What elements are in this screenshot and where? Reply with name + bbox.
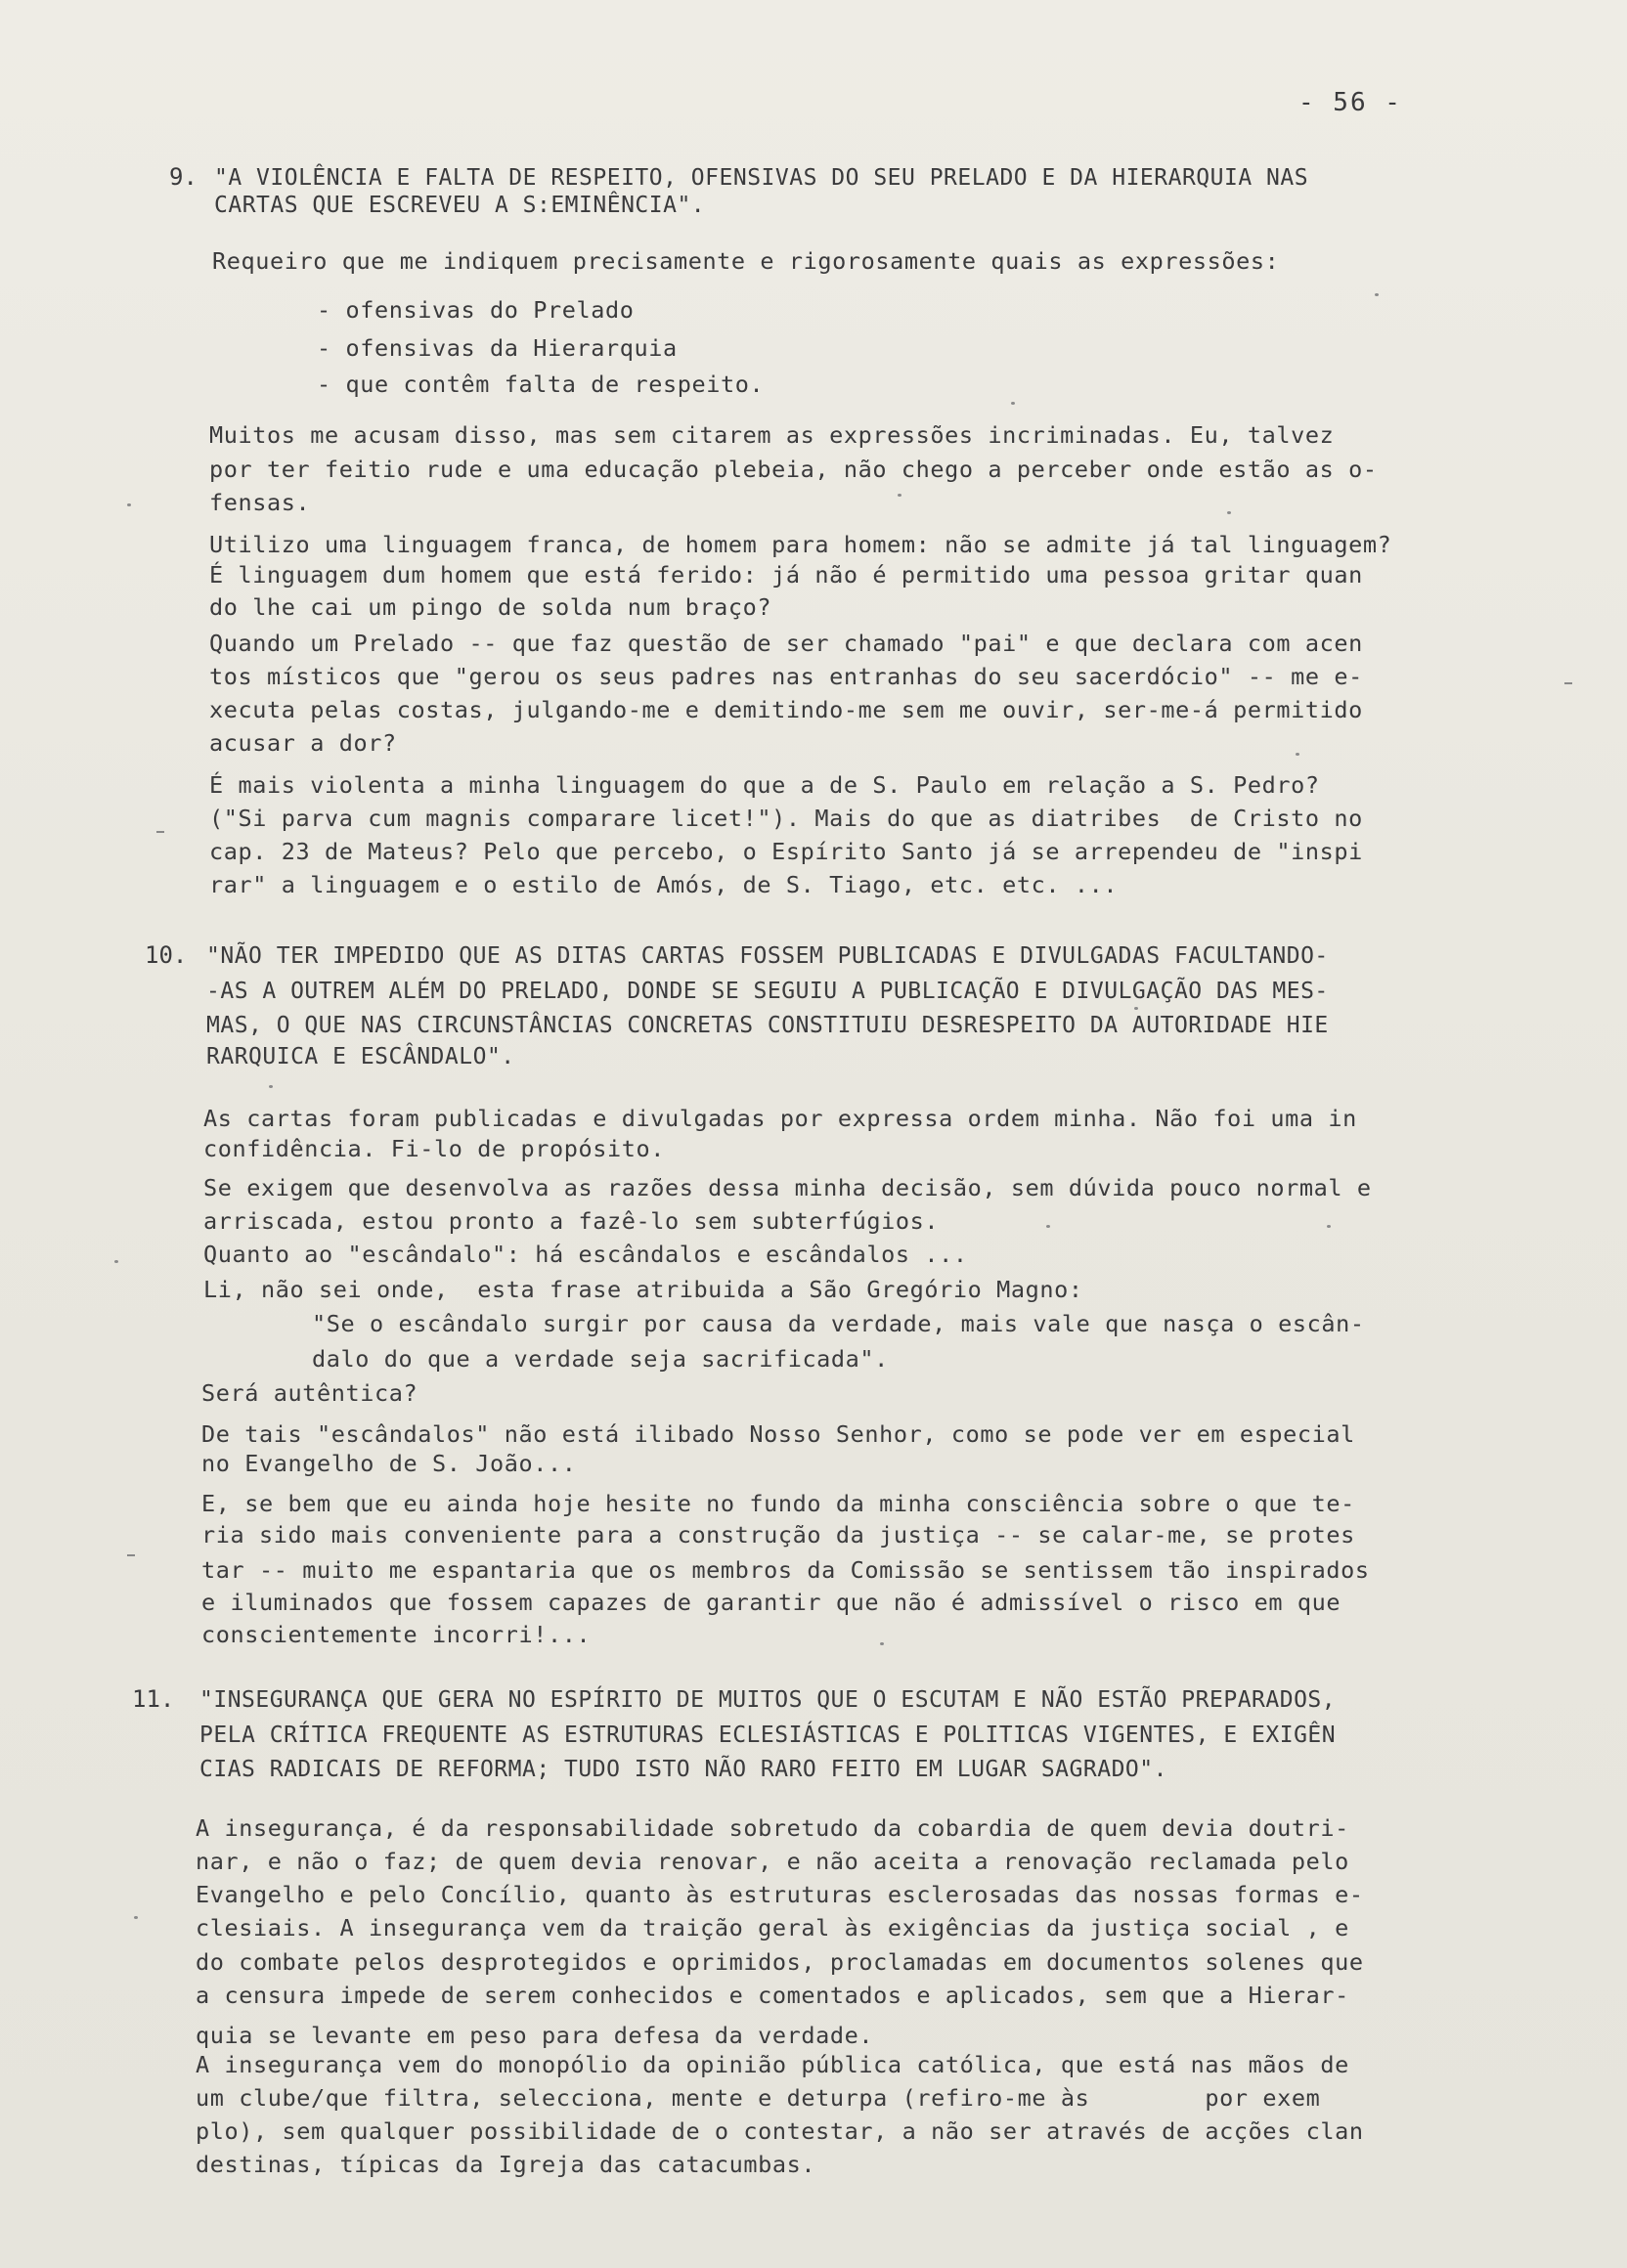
body-line: Evangelho e pelo Concílio, quanto às estruturas esclerosadas das nossas formas e- [196,1881,1364,1908]
body-line: Quanto ao "escândalo": há escândalos e escândalos ... [203,1241,968,1268]
paper-speck [1375,293,1379,296]
paper-speck [1227,511,1231,514]
body-line: acusar a dor? [209,729,397,757]
body-line: fensas. [209,489,311,516]
list-item: - que contêm falta de respeito. [317,371,765,398]
body-line: De tais "escândalos" não está ilibado Nosso Senhor, como se pode ver em especial [201,1420,1355,1448]
item-heading-line: -AS A OUTREM ALÉM DO PRELADO, DONDE SE SEGUIU A PUBLICAÇÃO E DIVULGAÇÃO DAS MES- [206,979,1329,1004]
body-line: Se exigem que desenvolva as razões dessa minha decisão, sem dúvida pouco normal e [203,1174,1372,1201]
body-line: Muitos me acusam disso, mas sem citarem as expressões incriminadas. Eu, talvez [209,421,1335,449]
body-line: Li, não sei onde, esta frase atribuida a São Gregório Magno: [203,1276,1083,1303]
item-heading-line: "NÃO TER IMPEDIDO QUE AS DITAS CARTAS FOSSEM PUBLICADAS E DIVULGADAS FACULTANDO- [206,943,1329,969]
body-line: tar -- muito me espantaria que os membros da Comissão se sentissem tão inspirados [201,1556,1370,1584]
body-line: um clube/que filtra, selecciona, mente e deturpa (refiro-me às por exem [196,2084,1321,2112]
item-heading-line: CARTAS QUE ESCREVEU A S:EMINÊNCIA". [214,193,706,218]
list-item: - ofensivas do Prelado [317,296,635,324]
body-line: As cartas foram publicadas e divulgadas por expressa ordem minha. Não foi uma in [203,1105,1357,1132]
item-heading-line: MAS, O QUE NAS CIRCUNSTÂNCIAS CONCRETAS CONSTITUIU DESRESPEITO DA AUTORIDADE HIE [206,1013,1329,1038]
body-line: E, se bem que eu ainda hoje hesite no fundo da minha consciência sobre o que te- [201,1490,1355,1517]
body-line: Será autêntica? [201,1379,418,1407]
item-heading-line: CIAS RADICAIS DE REFORMA; TUDO ISTO NÃO RARO FEITO EM LUGAR SAGRADO". [199,1757,1167,1782]
body-line: A insegurança, é da responsabilidade sobretudo da cobardia de quem devia doutri- [196,1814,1349,1842]
body-line: e iluminados que fossem capazes de garantir que não é admissível o risco em que [201,1589,1341,1616]
body-line: xecuta pelas costas, julgando-me e demitindo-me sem me ouvir, ser-me-á permitido [209,696,1363,723]
quote-line: "Se o escândalo surgir por causa da verdade, mais vale que nasça o escân- [312,1310,1365,1337]
item-heading-line: RARQUICA E ESCÂNDALO". [206,1044,515,1069]
body-line: A insegurança vem do monopólio da opinião pública católica, que está nas mãos de [196,2051,1349,2078]
item-number: 11. [132,1685,175,1713]
paper-speck [269,1085,273,1088]
body-line: conscientemente incorri!... [201,1621,592,1648]
body-line: Quando um Prelado -- que faz questão de ser chamado "pai" e que declara com acen [209,630,1363,657]
body-line: no Evangelho de S. João... [201,1450,577,1477]
paper-speck [880,1642,884,1645]
body-line: nar, e não o faz; de quem devia renovar, e não aceita a renovação reclamada pelo [196,1848,1349,1875]
body-line: a censura impede de serem conhecidos e comentados e aplicados, sem que a Hierar- [196,1982,1349,2009]
margin-mark [1564,682,1572,684]
body-line: confidência. Fi-lo de propósito. [203,1135,665,1162]
paper-speck [114,1260,118,1263]
item-heading-line: "INSEGURANÇA QUE GERA NO ESPÍRITO DE MUITOS QUE O ESCUTAM E NÃO ESTÃO PREPARADOS, [199,1687,1337,1713]
body-line: por ter feitio rude e uma educação plebeia, não chego a perceber onde estão as o- [209,456,1378,483]
list-item: - ofensivas da Hierarquia [317,334,678,362]
paper-speck [1327,1225,1331,1228]
paper-speck [1011,402,1015,405]
body-line: ria sido mais conveniente para a construção da justiça -- se calar-me, se protes [201,1521,1355,1548]
paper-speck [1134,1007,1138,1010]
body-line: Utilizo uma linguagem franca, de homem para homem: não se admite já tal linguagem? [209,531,1392,558]
body-line: clesiais. A insegurança vem da traição geral às exigências da justiça social , e [196,1914,1349,1941]
item-heading-line: "A VIOLÊNCIA E FALTA DE RESPEITO, OFENSIVAS DO SEU PRELADO E DA HIERARQUIA NAS [214,165,1309,191]
body-line: tos místicos que "gerou os seus padres nas entranhas do seu sacerdócio" -- me e- [209,663,1363,690]
page-number: - 56 - [1298,88,1402,117]
body-line: ("Si parva cum magnis comparare licet!"). Mais do que as diatribes de Cristo no [209,805,1363,832]
body-line: É linguagem dum homem que está ferido: já não é permitido uma pessoa gritar quan [209,561,1363,589]
item-heading-line: PELA CRÍTICA FREQUENTE AS ESTRUTURAS ECLESIÁSTICAS E POLITICAS VIGENTES, E EXIGÊN [199,1723,1337,1748]
paper-speck [1046,1225,1050,1228]
body-line: arriscada, estou pronto a fazê-lo sem subterfúgios. [203,1207,940,1235]
margin-mark [127,1554,135,1556]
body-line: destinas, típicas da Igreja das catacumbas. [196,2151,816,2178]
paper-speck [134,1916,138,1919]
body-line: do lhe cai um pingo de solda num braço? [209,593,772,621]
body-line: do combate pelos desprotegidos e oprimidos, proclamadas em documentos solenes que [196,1948,1364,1976]
item-intro: Requeiro que me indiquem precisamente e rigorosamente quais as expressões: [212,247,1280,275]
body-line: É mais violenta a minha linguagem do que a de S. Paulo em relação a S. Pedro? [209,771,1320,799]
body-line: plo), sem qualquer possibilidade de o contestar, a não ser através de acções clan [196,2117,1364,2145]
item-number: 9. [169,163,198,191]
body-line: quia se levante em peso para defesa da verdade. [196,2022,874,2049]
quote-line: dalo do que a verdade seja sacrificada". [312,1345,889,1373]
paper-speck [1296,753,1299,756]
body-line: cap. 23 de Mateus? Pelo que percebo, o Espírito Santo já se arrependeu de "inspi [209,838,1363,865]
margin-mark [156,831,164,833]
paper-speck [898,494,901,497]
body-line: rar" a linguagem e o estilo de Amós, de S. Tiago, etc. etc. ... [209,871,1119,898]
paper-speck [127,503,131,506]
item-number: 10. [145,941,188,969]
